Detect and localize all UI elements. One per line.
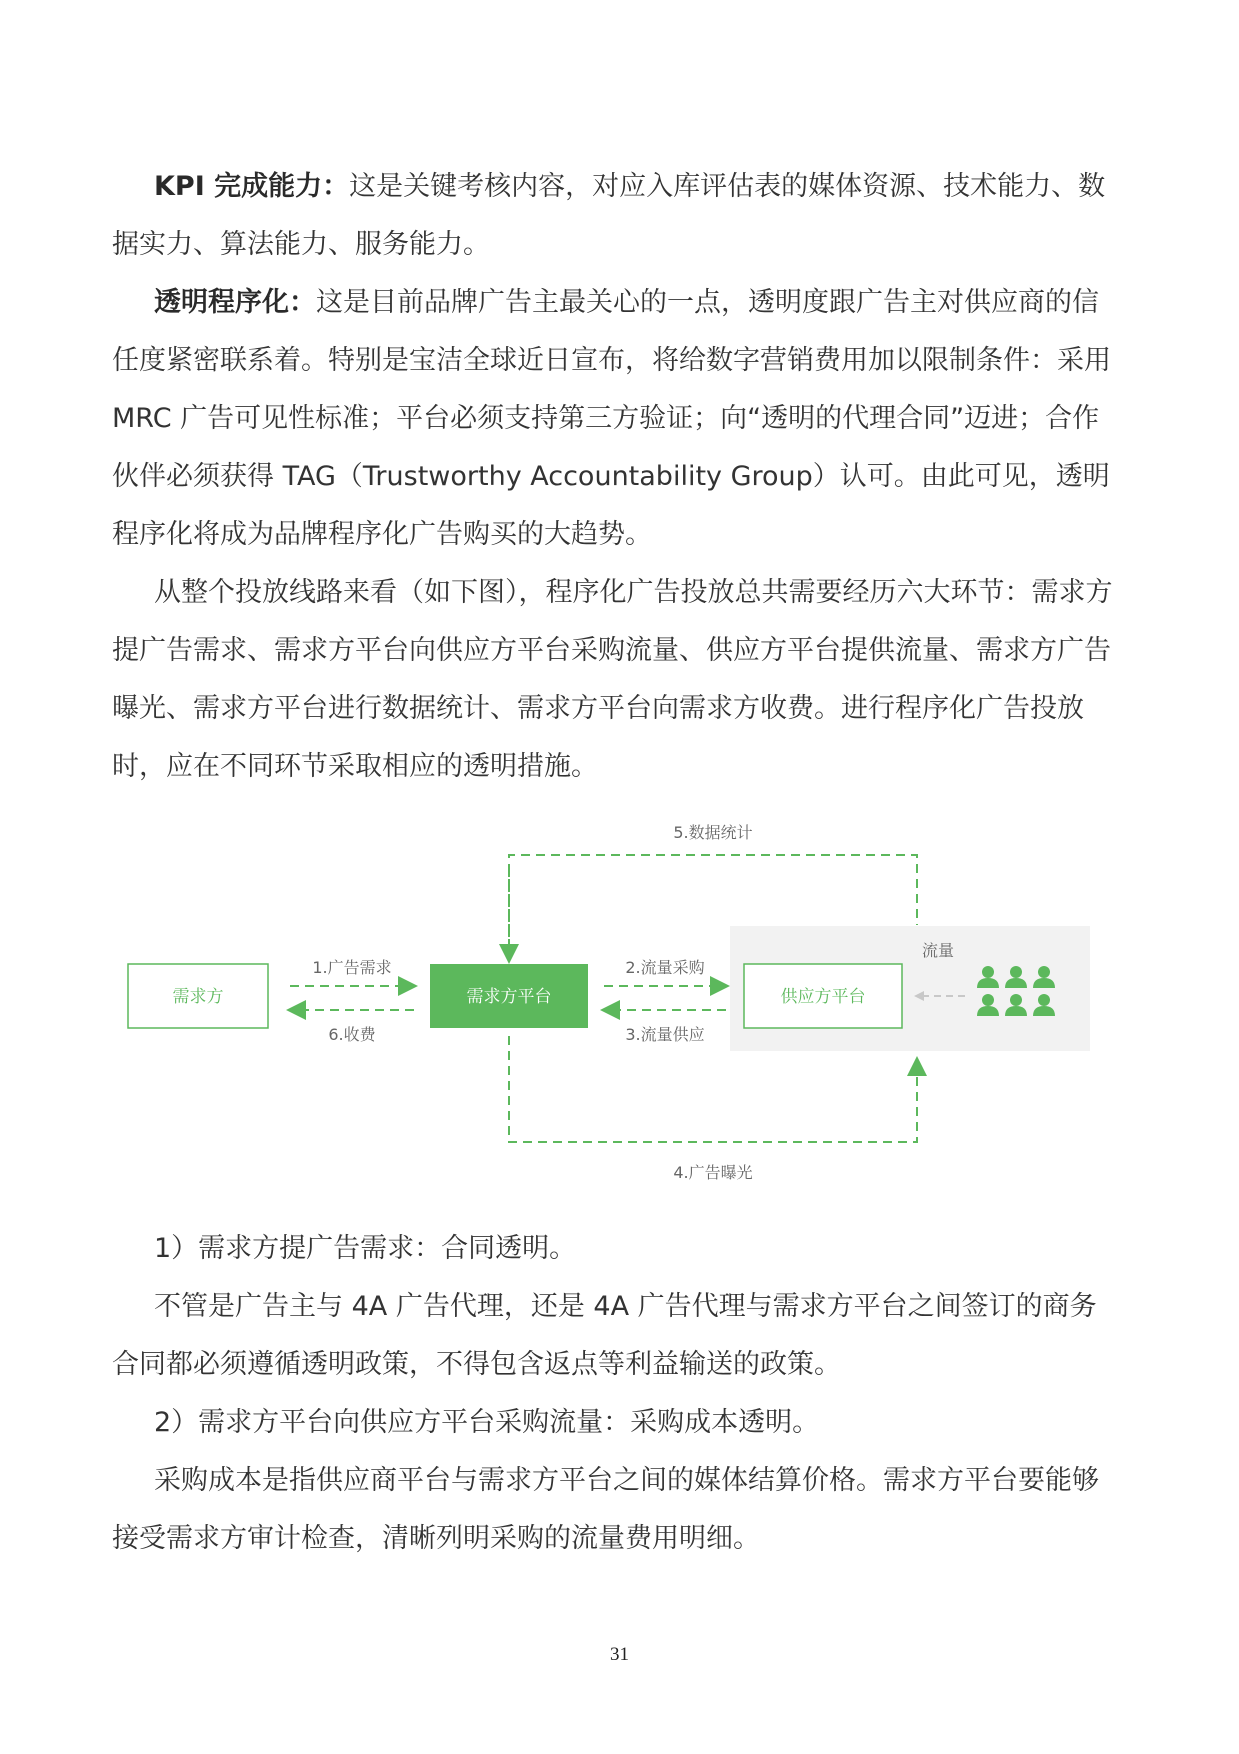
label-traffic: 流量 [921,941,955,960]
label-traffic-purchase: 2.流量采购 [625,958,705,977]
node-demand-label: 需求方 [172,987,224,1007]
label-traffic-supply: 3.流量供应 [625,1025,705,1044]
node-ssp-label: 供应方平台 [780,987,866,1007]
step1-title: 1）需求方提广告需求：合同透明。 [154,1233,577,1264]
node-dsp-label: 需求方平台 [466,987,552,1007]
page-number: 31 [610,1644,629,1665]
transparency-lead: 透明程序化： [154,287,316,318]
step2-body: 采购成本是指供应商平台与需求方平台之间的媒体结算价格。需求方平台要能够接受需求方审计检查，清晰列明采购的流量费用明细。 [112,1465,1099,1554]
programmatic-flow-diagram [112,808,1122,1198]
transparency-text: 这是目前品牌广告主最关心的一点，透明度跟广告主对供应商的信任度紧密联系着。特别是宝洁全球近日宣布，将给数字营销费用加以限制条件：采用 MRC 广告可见性标准；平台必须支持第三方验证；向“透明的代理合同”迈进；合作伙伴必须获得 TAG（Trustworthy Accountability Group）认可。由此可见，透明程序化将成为品牌程序化广告购买的大趋势。 [112,287,1111,550]
label-data-stats: 5.数据统计 [673,823,753,842]
label-ad-demand: 1.广告需求 [312,958,392,977]
kpi-lead: KPI 完成能力： [154,171,350,202]
transparency-paragraph [112,274,1122,564]
step2-title: 2）需求方平台向供应方平台采购流量：采购成本透明。 [154,1407,820,1438]
label-ad-exposure: 4.广告曝光 [673,1163,753,1182]
label-fee: 6.收费 [328,1025,376,1044]
kpi-paragraph [112,158,1122,274]
kpi-text: 这是关键考核内容，对应入库评估表的媒体资源、技术能力、数据实力、算法能力、服务能力。 [112,171,1106,260]
overview-paragraph: 从整个投放线路来看（如下图），程序化广告投放总共需要经历六大环节：需求方提广告需求、需求方平台向供应方平台采购流量、供应方平台提供流量、需求方广告曝光、需求方平台进行数据统计、需求方平台向需求方收费。进行程序化广告投放时，应在不同环节采取相应的透明措施。 [112,577,1113,782]
step1-body: 不管是广告主与 4A 广告代理，还是 4A 广告代理与需求方平台之间签订的商务合同都必须遵循透明政策，不得包含返点等利益输送的政策。 [112,1291,1097,1380]
arrow-ad-exposure [509,1036,917,1142]
